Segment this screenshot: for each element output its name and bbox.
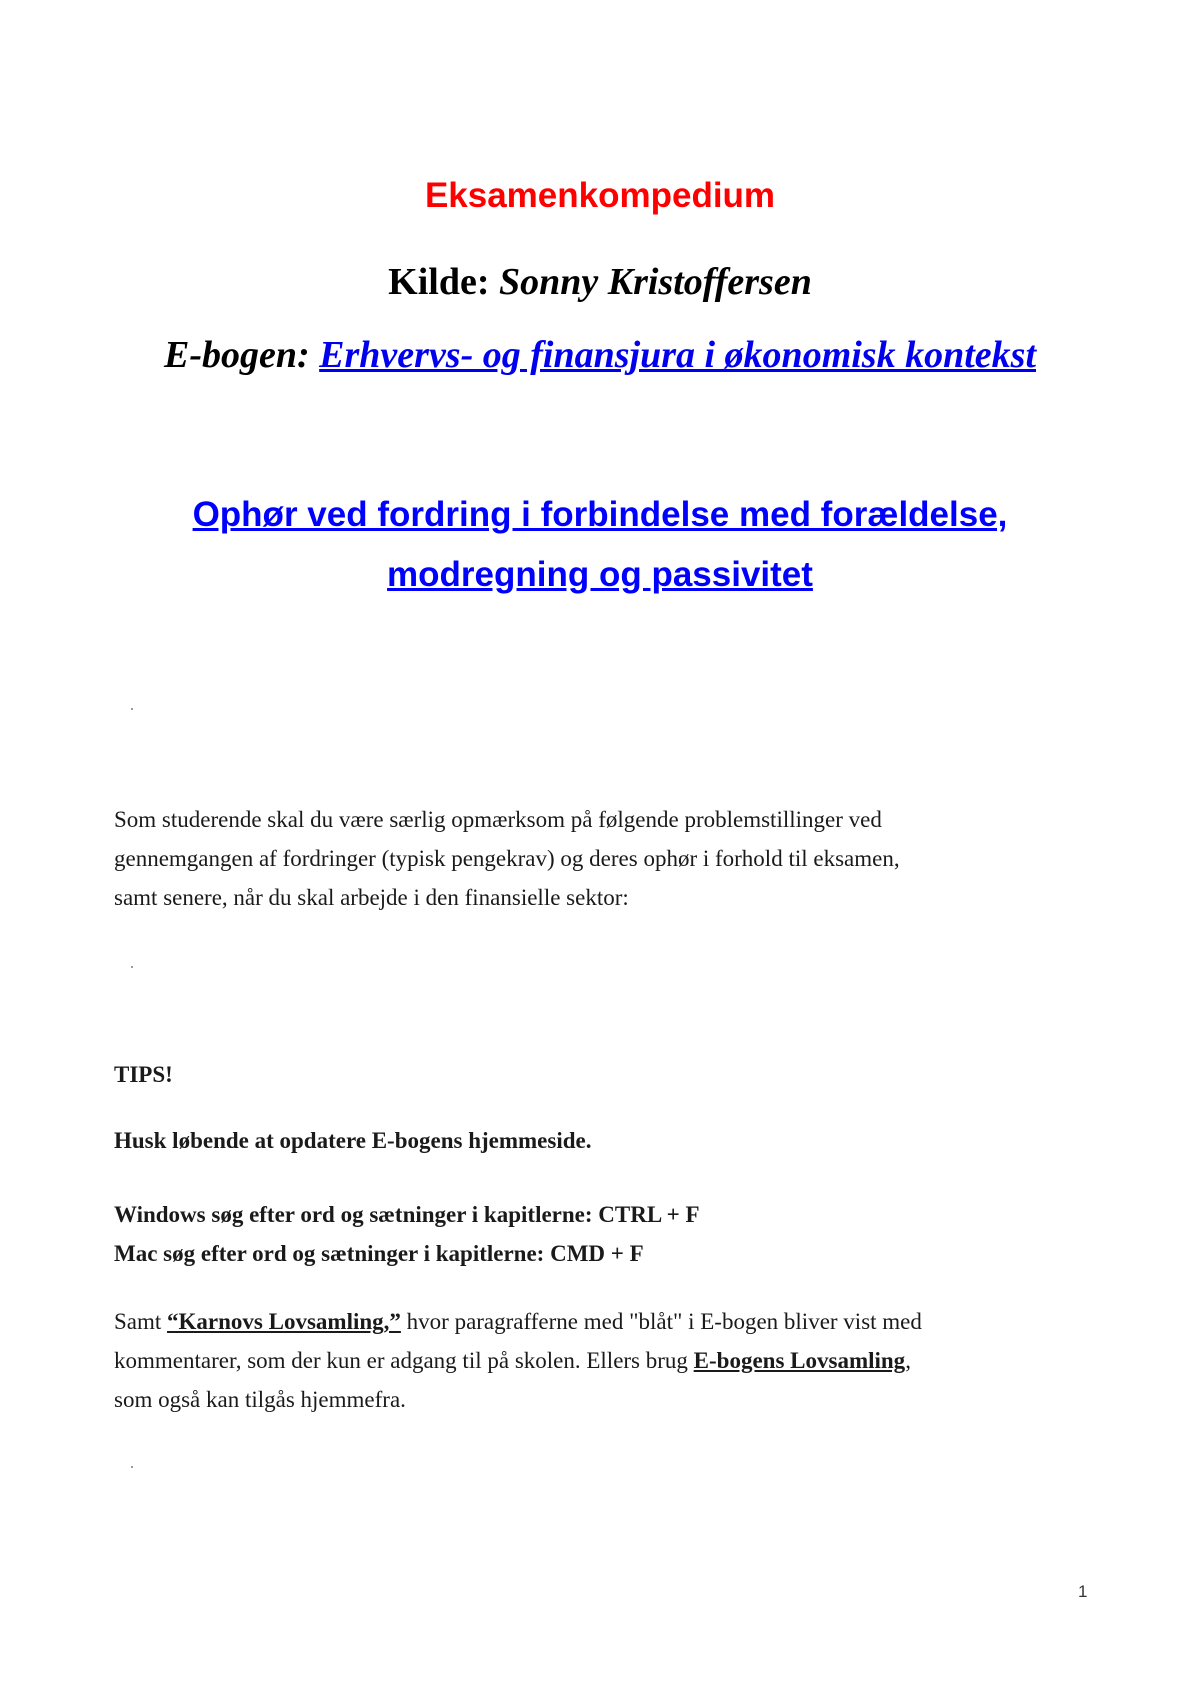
ebook-link[interactable]: Erhvervs- og finansjura i økonomisk kontekst <box>319 334 1036 376</box>
source-author: Sonny Kristoffersen <box>498 261 812 303</box>
tip-mac: Mac søg efter ord og sætninger i kapitlerne: CMD + F <box>114 1241 644 1266</box>
ebook-line <box>0 333 1200 377</box>
paragraph-mark <box>131 1466 133 1468</box>
karnov-line2 <box>114 1341 1094 1380</box>
intro-line: Som studerende skal du være særlig opmærksom på følgende problemstillinger ved <box>114 807 882 832</box>
source-line <box>0 260 1200 304</box>
karnov-line2-end: , <box>905 1348 911 1373</box>
source-label: Kilde: <box>388 261 490 303</box>
tip-remember: Husk løbende at opdatere E-bogens hjemmeside. <box>114 1128 592 1153</box>
tips-label: TIPS! <box>114 1062 173 1087</box>
karnov-link[interactable]: “Karnovs Lovsamling,” <box>167 1309 401 1334</box>
page-number: 1 <box>1078 1582 1088 1601</box>
karnov-line1 <box>114 1302 1094 1341</box>
karnov-line2-start: kommentarer, som der kun er adgang til på skolen. Ellers brug <box>114 1348 694 1373</box>
karnov-middle: hvor paragrafferne med "blåt" i E-bogen bliver vist med <box>400 1309 922 1334</box>
section-heading-line1: Ophør ved fordring i forbindelse med forældelse, <box>192 495 1008 534</box>
ebook-lovsamling-link[interactable]: E-bogens Lovsamling <box>693 1348 906 1373</box>
ebook-label: E-bogen: <box>164 334 310 376</box>
tip-windows: Windows søg efter ord og sætninger i kapitlerne: CTRL + F <box>114 1202 700 1227</box>
karnov-paragraph <box>114 1302 1094 1419</box>
tip-shortcuts <box>114 1195 700 1273</box>
intro-line: gennemgangen af fordringer (typisk pengekrav) og deres ophør i forhold til eksamen, <box>114 846 900 871</box>
karnov-prefix: Samt <box>114 1309 168 1334</box>
karnov-line3: som også kan tilgås hjemmefra. <box>114 1387 406 1412</box>
section-heading-line2: modregning og passivitet <box>387 555 813 594</box>
paragraph-mark <box>131 708 133 710</box>
section-heading[interactable] <box>0 485 1200 605</box>
paragraph-mark <box>131 966 133 968</box>
document-title: Eksamenkompedium <box>424 176 776 215</box>
intro-paragraph <box>114 800 1094 917</box>
intro-line: samt senere, når du skal arbejde i den finansielle sektor: <box>114 885 629 910</box>
